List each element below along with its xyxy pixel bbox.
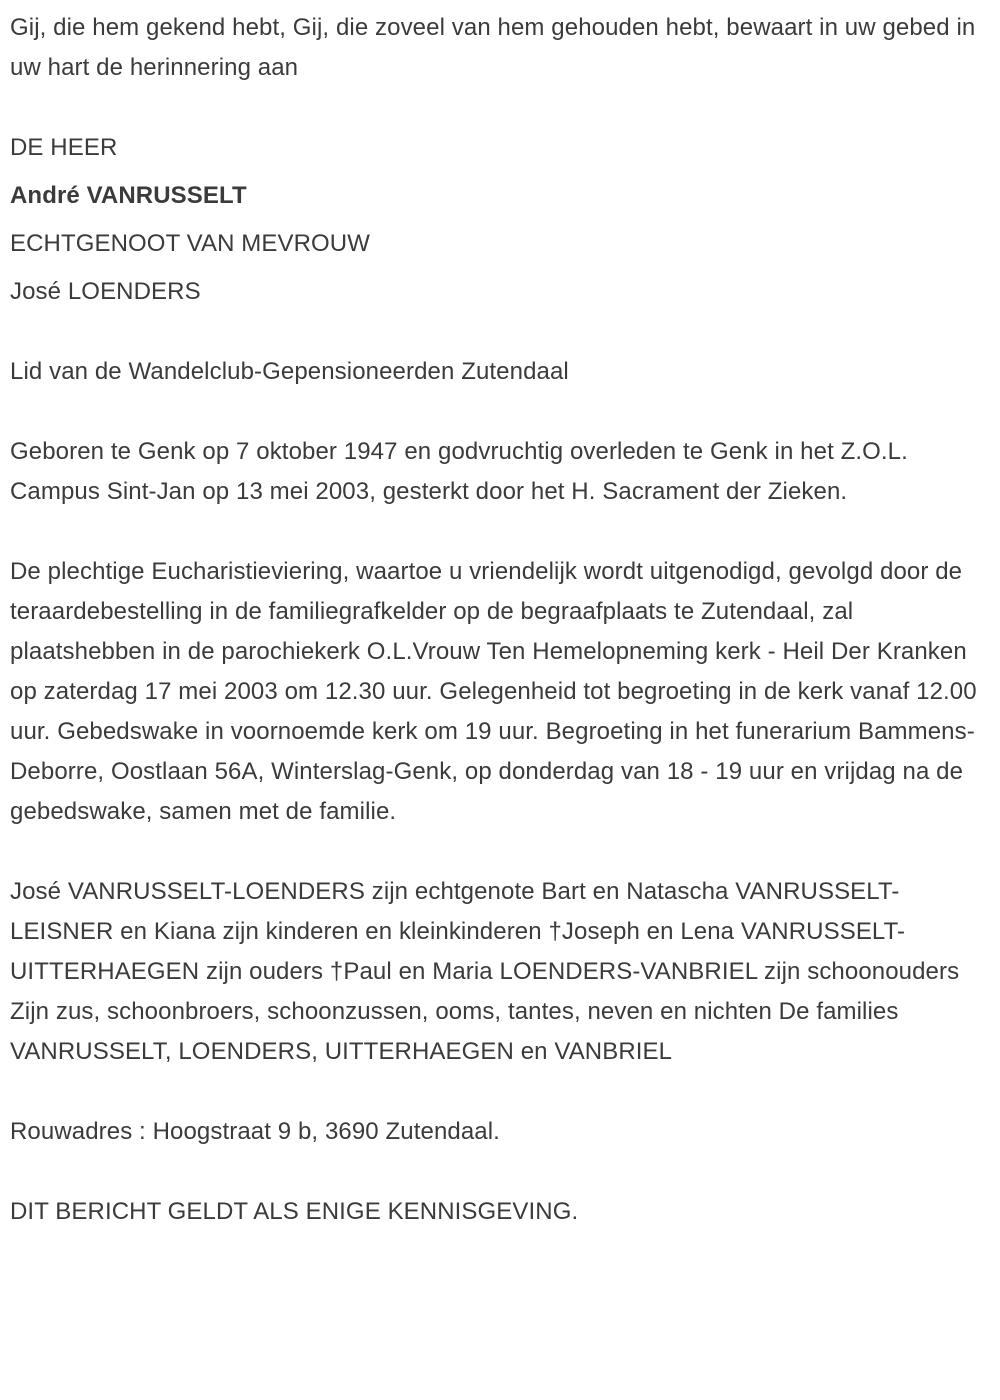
deceased-header [10,128,988,312]
deceased-name: André VANRUSSELT [10,182,247,209]
final-notice-text: DIT BERICHT GELDT ALS ENIGE KENNISGEVING. [10,1198,579,1225]
family-list-text: José VANRUSSELT-LOENDERS zijn echtgenote Bart en Natascha VANRUSSELT-LEISNER en Kiana zijn kinderen en kleinkinderen †Joseph en Lena VANRUSSELT-UITTERHAEGEN zijn ouders †Paul en Maria LOENDERS-VANBRIEL zijn schoonouders Zijn zus, schoonbroers, schoonzussen, ooms, tantes, neven en nichten De families VANRUSSELT, LOENDERS, UITTERHAEGEN en VANBRIEL [10,878,960,1065]
mourning-address-text: Rouwadres : Hoogstraat 9 b, 3690 Zutendaal. [10,1118,500,1145]
intro-text: Gij, die hem gekend hebt, Gij, die zoveel van hem gehouden hebt, bewaart in uw gebed in uw hart de herinnering aan [10,14,976,81]
life-dates-text: Geboren te Genk op 7 oktober 1947 en godvruchtig overleden te Genk in het Z.O.L. Campus Sint-Jan op 13 mei 2003, gesterkt door het H. Sacrament der Zieken. [10,438,908,505]
title-prefix: DE HEER [10,134,118,161]
membership-text: Lid van de Wandelclub-Gepensioneerden Zutendaal [10,358,569,385]
ceremony-text: De plechtige Eucharistieviering, waartoe u vriendelijk wordt uitgenodigd, gevolgd door de teraardebestelling in de familiegrafkelder op de begraafplaats te Zutendaal, zal plaatshebben in de parochiekerk O.L.Vrouw Ten Hemelopneming kerk - Heil Der Kranken op zaterdag 17 mei 2003 om 12.30 uur. Gelegenheid tot begroeting in de kerk vanaf 12.00 uur. Gebedswake in voornoemde kerk om 19 uur. Begroeting in het funerarium Bammens-Deborre, Oostlaan 56A, Winterslag-Genk, op donderdag van 18 - 19 uur en vrijdag na de gebedswake, samen met de familie. [10,558,977,825]
spouse-prefix: ECHTGENOOT VAN MEVROUW [10,230,370,257]
spouse-name: José LOENDERS [10,278,201,305]
